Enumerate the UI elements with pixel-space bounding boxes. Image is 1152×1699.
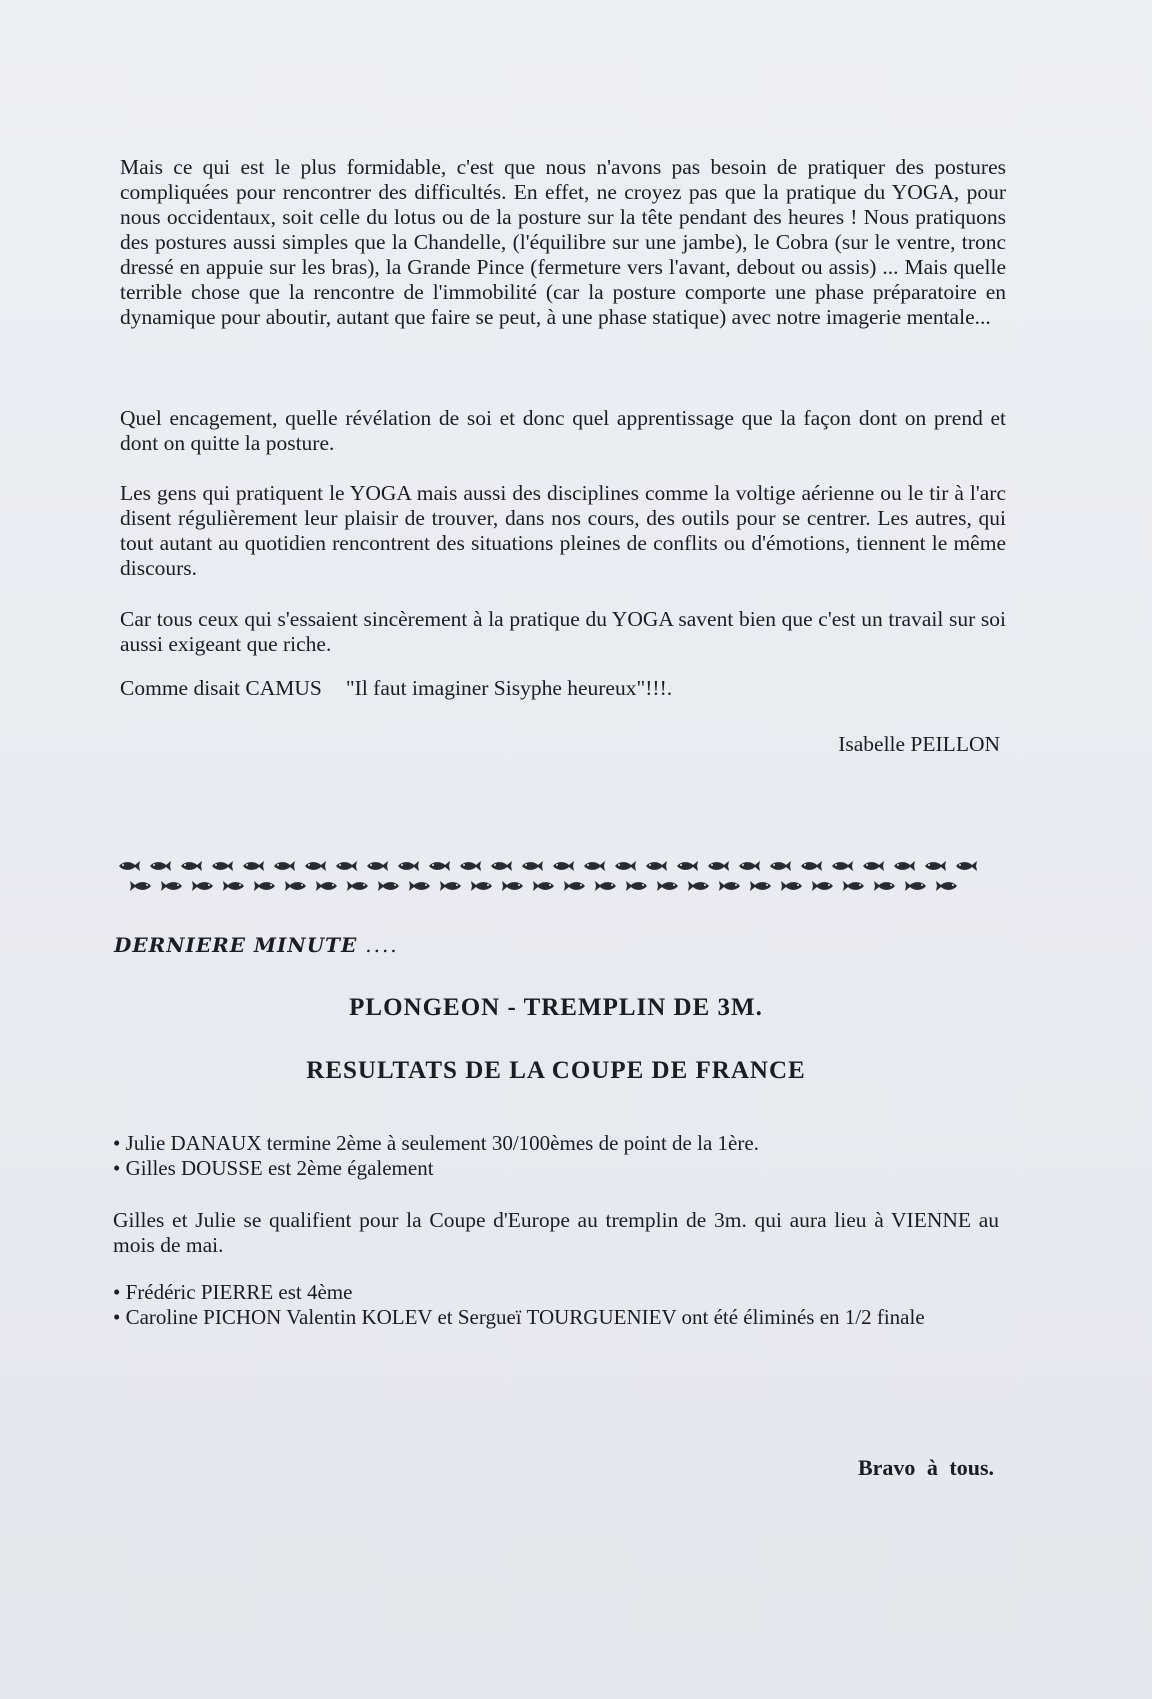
- result-item-pierre: • Frédéric PIERRE est 4ème: [113, 1280, 1003, 1305]
- fish-icon: [770, 861, 791, 871]
- fish-icon: [378, 881, 399, 891]
- fish-icon: [130, 881, 151, 891]
- fish-icon: [192, 881, 213, 891]
- fish-icon: [626, 881, 647, 891]
- fish-icon: [471, 881, 492, 891]
- fish-icon: [223, 881, 244, 891]
- fish-icon: [150, 861, 171, 871]
- result-item-danaux: • Julie DANAUX termine 2ème à seulement 30/100èmes de point de la 1ère.: [113, 1131, 1003, 1156]
- fish-icon: [429, 861, 450, 871]
- fish-icon: [584, 861, 605, 871]
- last-minute-label: DERNIERE MINUTE: [114, 933, 358, 957]
- fish-icon: [553, 861, 574, 871]
- fish-icon: [460, 861, 481, 871]
- fish-icon: [615, 861, 636, 871]
- result-item-dousse: • Gilles DOUSSE est 2ème également: [113, 1156, 1003, 1181]
- fish-icon: [688, 881, 709, 891]
- fish-icon: [905, 881, 926, 891]
- fish-icon: [243, 861, 264, 871]
- fish-icon: [491, 861, 512, 871]
- fish-icon: [925, 861, 946, 871]
- camus-line: [120, 676, 672, 701]
- fish-icon: [367, 861, 388, 871]
- fish-icon: [502, 881, 523, 891]
- qualification-paragraph: Gilles et Julie se qualifient pour la Coupe d'Europe au tremplin de 3m. qui aura lieu à VIENNE au mois de mai.: [113, 1208, 999, 1257]
- fish-icon: [285, 881, 306, 891]
- result-item-eliminated: • Caroline PICHON Valentin KOLEV et Sergueï TOURGUENIEV ont été éliminés en 1/2 finale: [113, 1305, 1003, 1330]
- results-headline: PLONGEON - TREMPLIN DE 3M.: [349, 994, 763, 1021]
- results-subheadline: RESULTATS DE LA COUPE DE FRANCE: [306, 1057, 806, 1084]
- fish-icon: [874, 881, 895, 891]
- paragraph-postures: Mais ce qui est le plus formidable, c'est que nous n'avons pas besoin de pratiquer des postures compliquées pour rencontrer des difficultés. En effet, ne croyez pas que la pratique du YOGA, pour nous occidentaux, soit celle du lotus ou de la posture sur la tête pendant des heures ! Nous pratiquons des postures aussi simples que la Chandelle, (l'équilibre sur une jambe), le Cobra (sur le ventre, tronc dressé en appuie sur les bras), la Grande Pince (fermeture vers l'avant, debout ou assis) ... Mais quelle terrible chose que la rencontre de l'immobilité (car la posture comporte une phase préparatoire en dynamique pour aboutir, autant que faire se peut, à une phase statique) avec notre imagerie mentale...: [120, 155, 1006, 329]
- fish-icon: [646, 861, 667, 871]
- fish-icon: [739, 861, 760, 871]
- fish-icon: [595, 881, 616, 891]
- fish-icon: [801, 861, 822, 871]
- fish-icon: [863, 861, 884, 871]
- fish-icon: [440, 881, 461, 891]
- closing-bravo: Bravo à tous.: [857, 1455, 994, 1480]
- fish-icon: [708, 861, 729, 871]
- fish-icon: [812, 881, 833, 891]
- paragraph-disciplines: Les gens qui pratiquent le YOGA mais aussi des disciplines comme la voltige aérienne ou le tir à l'arc disent régulièrement leur plaisir de trouver, dans nos cours, des outils pour se centrer. Les autres, qui tout autant au quotidien rencontrent des situations pleines de conflits ou d'émotions, tiennent le même discours.: [120, 481, 1006, 580]
- fish-icon: [347, 881, 368, 891]
- fish-icon: [564, 881, 585, 891]
- fish-icon: [832, 861, 853, 871]
- fish-icon: [336, 861, 357, 871]
- fish-icon: [254, 881, 275, 891]
- fish-icon: [657, 881, 678, 891]
- last-minute-dots: ....: [365, 933, 399, 957]
- fish-icon: [522, 861, 543, 871]
- fish-icon: [936, 881, 957, 891]
- fish-icon: [161, 881, 182, 891]
- fish-icon: [894, 861, 915, 871]
- fish-icon: [274, 861, 295, 871]
- camus-quote: "Il faut imaginer Sisyphe heureux"!!!.: [345, 676, 673, 700]
- results-list-top: [113, 1131, 1003, 1181]
- fish-icon: [719, 881, 740, 891]
- fish-icon: [677, 861, 698, 871]
- fish-icon: [533, 881, 554, 891]
- fish-icon: [398, 861, 419, 871]
- fish-icon: [750, 881, 771, 891]
- last-minute-heading: [114, 933, 399, 957]
- fish-divider: [117, 858, 977, 898]
- fish-icon: [843, 881, 864, 891]
- fish-icon: [212, 861, 233, 871]
- results-list-bottom: [113, 1280, 1003, 1330]
- fish-icon: [119, 861, 140, 871]
- fish-icon: [956, 861, 977, 871]
- camus-intro: Comme disait CAMUS: [120, 676, 322, 700]
- fish-icon: [781, 881, 802, 891]
- fish-icon: [181, 861, 202, 871]
- fish-icon: [316, 881, 337, 891]
- author-signature: Isabelle PEILLON: [838, 732, 1000, 756]
- fish-icon: [409, 881, 430, 891]
- paragraph-sincerity: Car tous ceux qui s'essaient sincèrement à la pratique du YOGA savent bien que c'est un travail sur soi aussi exigeant que riche.: [120, 607, 1006, 656]
- fish-icon: [305, 861, 326, 871]
- paragraph-encagement: Quel encagement, quelle révélation de soi et donc quel apprentissage que la façon dont on prend et dont on quitte la posture.: [120, 406, 1006, 455]
